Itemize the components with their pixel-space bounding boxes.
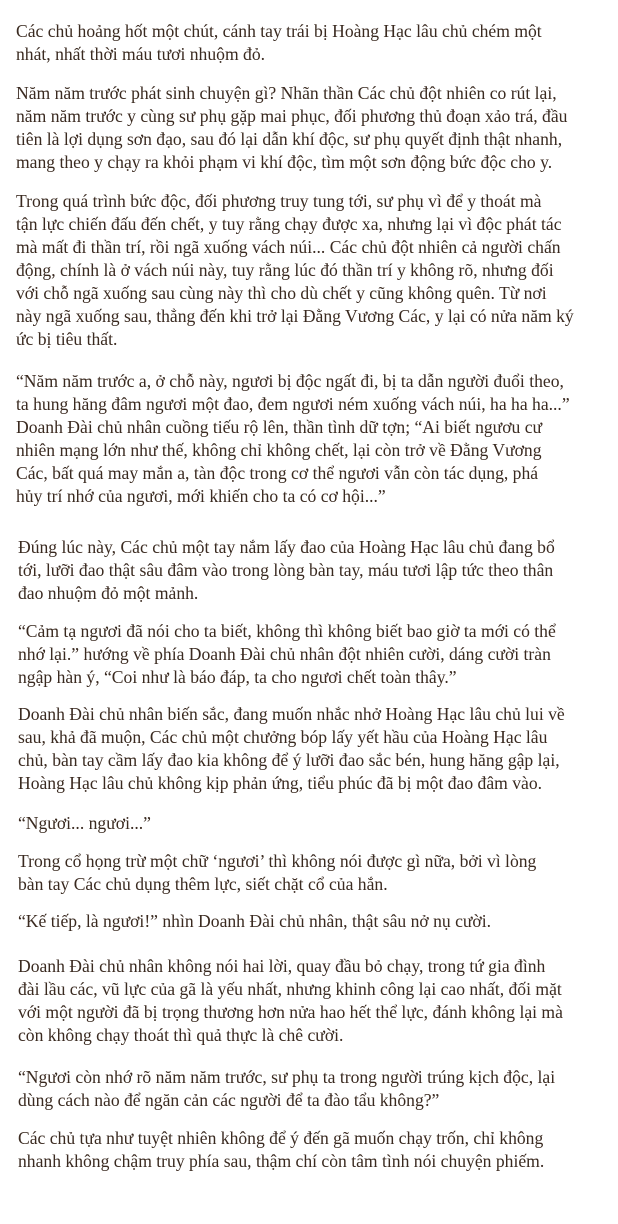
paragraph-3 — [16, 190, 606, 351]
text-line: Các chủ tựa như tuyệt nhiên không để ý đến gã muốn chạy trốn, chỉ không — [18, 1128, 544, 1148]
text-line: ta hung hăng đâm ngươi một đao, đem ngươi ném xuống vách núi, ha ha ha...” — [16, 394, 570, 414]
text-line: với chỗ ngã xuống sau cùng này thì cho dù chết y cũng không quên. Từ nơi — [16, 283, 547, 303]
text-line: Các chủ hoảng hốt một chút, cánh tay trái bị Hoàng Hạc lâu chủ chém một — [16, 21, 542, 41]
text-line: “Kế tiếp, là ngươi!” nhìn Doanh Đài chủ nhân, thật sâu nở nụ cười. — [18, 911, 492, 931]
text-line: ngập hàn ý, “Coi như là báo đáp, ta cho ngươi chết toàn thây.” — [18, 667, 457, 687]
text-line: “Cảm tạ ngươi đã nói cho ta biết, không thì không biết bao giờ ta mới có thể — [18, 621, 556, 641]
paragraph-8 — [18, 812, 608, 835]
text-line: Trong quá trình bức độc, đối phương truy tung tới, sư phụ vì để y thoát mà — [16, 191, 542, 211]
paragraph-4 — [16, 370, 606, 508]
text-line: tới, lưỡi đao thật sâu đâm vào trong lòng bàn tay, máu tươi lập tức theo thân — [18, 560, 554, 580]
text-line: ức bị tiêu thất. — [16, 329, 118, 349]
paragraph-7 — [18, 703, 608, 795]
text-line: Trong cổ họng trừ một chữ ‘ngươi’ thì không nói được gì nữa, bởi vì lòng — [18, 851, 537, 871]
paragraph-1 — [16, 20, 606, 66]
paragraph-6 — [18, 620, 608, 689]
paragraph-9 — [18, 850, 608, 896]
text-line: Doanh Đài chủ nhân cuồng tiếu rộ lên, thần tình dữ tợn; “Ai biết ngươu cư — [16, 417, 543, 437]
text-line: Năm năm trước phát sinh chuyện gì? Nhãn thần Các chủ đột nhiên co rút lại, — [16, 83, 557, 103]
text-line: động, chính là ở vách núi này, tuy rằng lúc đó thần trí y không rõ, nhưng đối — [16, 260, 554, 280]
text-line: dùng cách nào để ngăn cản các người để ta đào tẩu không?” — [18, 1090, 440, 1110]
paragraph-2 — [16, 82, 606, 174]
paragraph-13 — [18, 1127, 608, 1173]
paragraph-5 — [18, 536, 608, 605]
text-line: Đúng lúc này, Các chủ một tay nắm lấy đao của Hoàng Hạc lâu chủ đang bổ — [18, 537, 555, 557]
text-line: nhiên mạng lớn như thế, không chỉ không chết, lại còn trở về Đằng Vương — [16, 440, 542, 460]
text-line: đài lầu các, vũ lực của gã là yếu nhất, nhưng khinh công lại cao nhất, đối mặt — [18, 979, 562, 999]
paragraph-10 — [18, 910, 608, 933]
text-line: “Ngươi còn nhớ rõ năm năm trước, sư phụ ta trong người trúng kịch độc, lại — [18, 1067, 556, 1087]
text-line: đao nhuộm đỏ một mảnh. — [18, 583, 199, 603]
text-line: sau, khả đã muộn, Các chủ một chưởng bóp lấy yết hầu của Hoàng Hạc lâu — [18, 727, 548, 747]
text-line: nhớ lại.” hướng về phía Doanh Đài chủ nhân đột nhiên cười, dáng cười tràn — [18, 644, 551, 664]
paragraph-11 — [18, 955, 608, 1047]
text-line: này ngã xuống sau, thẳng đến khi trở lại Đằng Vương Các, y lại có nửa năm ký — [16, 306, 574, 326]
text-line: năm năm trước y cùng sư phụ gặp mai phục, đối phương thủ đoạn xảo trá, đầu — [16, 106, 568, 126]
text-line: Doanh Đài chủ nhân biến sắc, đang muốn nhắc nhở Hoàng Hạc lâu chủ lui về — [18, 704, 565, 724]
text-line: mang theo y chạy ra khỏi phạm vi khí độc, tìm một sơn động bức độc cho y. — [16, 152, 553, 172]
text-line: Doanh Đài chủ nhân không nói hai lời, quay đầu bỏ chạy, trong tứ gia đình — [18, 956, 546, 976]
text-line: tiên là lợi dụng sơn đạo, sau đó lại dẫn khí độc, sư phụ quyết định thật nhanh, — [16, 129, 563, 149]
text-line: còn không chạy thoát thì quả thực là chê cười. — [18, 1025, 344, 1045]
text-line: “Năm năm trước a, ở chỗ này, ngươi bị độc ngất đi, bị ta dẫn người đuổi theo, — [16, 371, 564, 391]
text-line: chủ, bàn tay cầm lấy đao kia không để ý lưỡi đao sắc bén, hung hăng gập lại, — [18, 750, 560, 770]
text-line: với một người đã bị trọng thương hơn nửa hao hết thể lực, đánh không lại mà — [18, 1002, 563, 1022]
text-line: nhanh không chậm truy phía sau, thậm chí còn tâm tình nói chuyện phiếm. — [18, 1151, 545, 1171]
text-line: hủy trí nhớ của ngươi, mới khiến cho ta có cơ hội...” — [16, 486, 386, 506]
paragraph-12 — [18, 1066, 608, 1112]
text-line: mà mất đi thần trí, rồi ngã xuống vách núi... Các chủ đột nhiên cả người chấn — [16, 237, 561, 257]
text-line: Các, bất quá may mắn a, tàn độc trong cơ thể ngươi vẫn còn tác dụng, phá — [16, 463, 539, 483]
text-line: bàn tay Các chủ dụng thêm lực, siết chặt cổ của hắn. — [18, 874, 388, 894]
text-line: “Ngươi... ngươi...” — [18, 813, 151, 833]
text-line: tận lực chiến đấu đến chết, y tuy rằng chạy được xa, nhưng lại vì độc phát tác — [16, 214, 562, 234]
text-line: nhát, nhất thời máu tươi nhuộm đỏ. — [16, 44, 266, 64]
text-line: Hoàng Hạc lâu chủ không kịp phản ứng, tiểu phúc đã bị một đao đâm vào. — [18, 773, 543, 793]
